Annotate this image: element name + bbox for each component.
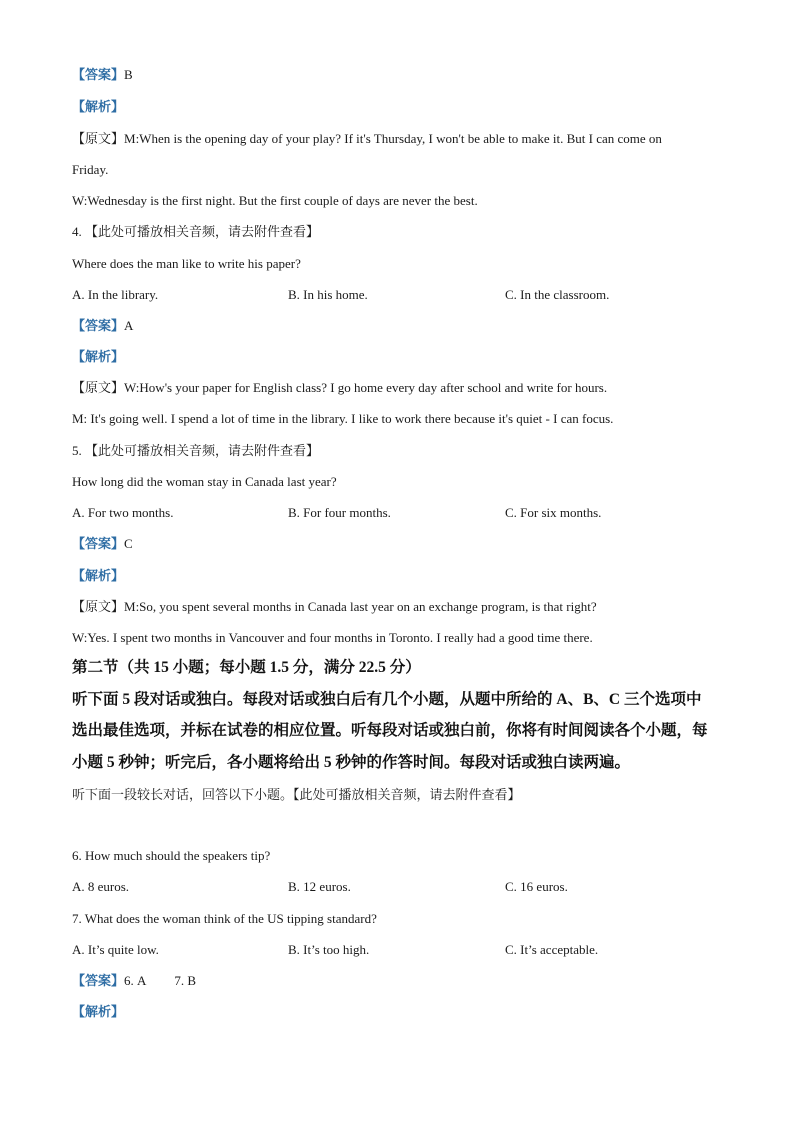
answer-value-7: 7. B — [174, 973, 197, 988]
q7-option-c: C. It’s acceptable. — [505, 942, 599, 957]
answer-value-6: 6. A — [124, 973, 147, 988]
q7-question: 7. What does the woman think of the US tipping standard? — [72, 911, 377, 926]
q5-option-a: A. For two months. — [72, 505, 174, 520]
q5-option-b: B. For four months. — [288, 505, 391, 520]
source-label: 【原文】 — [72, 380, 125, 395]
q67-answer-line — [72, 972, 196, 990]
q6-question: 6. How much should the speakers tip? — [72, 848, 271, 863]
section2-instruction-line2: 选出最佳选项，并标在试卷的相应位置。听每段对话或独白前，你将有时间阅读各个小题，每 — [72, 722, 708, 739]
q5-analysis-label: 【解析】 — [72, 568, 125, 583]
answer-value: A — [124, 318, 134, 333]
answer-value: B — [124, 67, 133, 82]
q4-answer-line — [72, 317, 133, 335]
answer-label: 【答案】 — [72, 318, 125, 333]
q3-answer-line — [72, 66, 133, 84]
q5-question: How long did the woman stay in Canada last year? — [72, 474, 337, 489]
q5-source-line1: 【原文】M:So, you spent several months in Canada last year on an exchange program, is that right? — [72, 599, 597, 614]
source-label: 【原文】 — [72, 131, 125, 146]
q4-source-line2: M: It's going well. I spend a lot of time in the library. I like to work there because it's quiet - I can focus. — [72, 411, 614, 426]
q5-option-c: C. For six months. — [505, 505, 602, 520]
answer-label: 【答案】 — [72, 973, 125, 988]
q4-source-line1: 【原文】W:How's your paper for English class? I go home every day after school and write for hours. — [72, 380, 608, 395]
q4-option-b: B. In his home. — [288, 287, 368, 302]
q4-analysis-label: 【解析】 — [72, 349, 125, 364]
answer-label: 【答案】 — [72, 67, 125, 82]
section2-instruction-line3: 小题 5 秒钟；听完后，各小题将给出 5 秒钟的作答时间。每段对话或独白读两遍。 — [72, 754, 631, 771]
q4-option-c: C. In the classroom. — [505, 287, 610, 302]
answer-label: 【答案】 — [72, 536, 125, 551]
q5-header: 5. 【此处可播放相关音频，请去附件查看】 — [72, 443, 320, 458]
q6-option-a: A. 8 euros. — [72, 879, 130, 894]
q3-source-line1-cont: Friday. — [72, 162, 109, 177]
answer-value: C — [124, 536, 133, 551]
q7-option-b: B. It’s too high. — [288, 942, 370, 957]
q6-option-c: C. 16 euros. — [505, 879, 568, 894]
section2-instruction-line1: 听下面 5 段对话或独白。每段对话或独白后有几个小题，从题中所给的 A、B、C 三个选项中 — [72, 691, 702, 708]
section2-sub-instruction: 听下面一段较长对话，回答以下小题。【此处可播放相关音频，请去附件查看】 — [72, 787, 521, 802]
source-label: 【原文】 — [72, 599, 125, 614]
q67-analysis-label: 【解析】 — [72, 1004, 125, 1019]
q5-answer-line — [72, 535, 133, 553]
q4-question: Where does the man like to write his paper? — [72, 256, 301, 271]
q4-header: 4. 【此处可播放相关音频，请去附件查看】 — [72, 224, 320, 239]
q5-source-line2: W:Yes. I spent two months in Vancouver and four months in Toronto. I really had a good time there. — [72, 630, 593, 645]
q3-analysis-label: 【解析】 — [72, 99, 125, 114]
q6-option-b: B. 12 euros. — [288, 879, 351, 894]
q3-source-line1: 【原文】M:When is the opening day of your play? If it's Thursday, I won't be able to make it. But I can come on — [72, 131, 662, 146]
q4-option-a: A. In the library. — [72, 287, 159, 302]
q3-source-line2: W:Wednesday is the first night. But the first couple of days are never the best. — [72, 193, 478, 208]
q7-option-a: A. It’s quite low. — [72, 942, 159, 957]
section2-title: 第二节（共 15 小题；每小题 1.5 分，满分 22.5 分） — [72, 659, 421, 676]
